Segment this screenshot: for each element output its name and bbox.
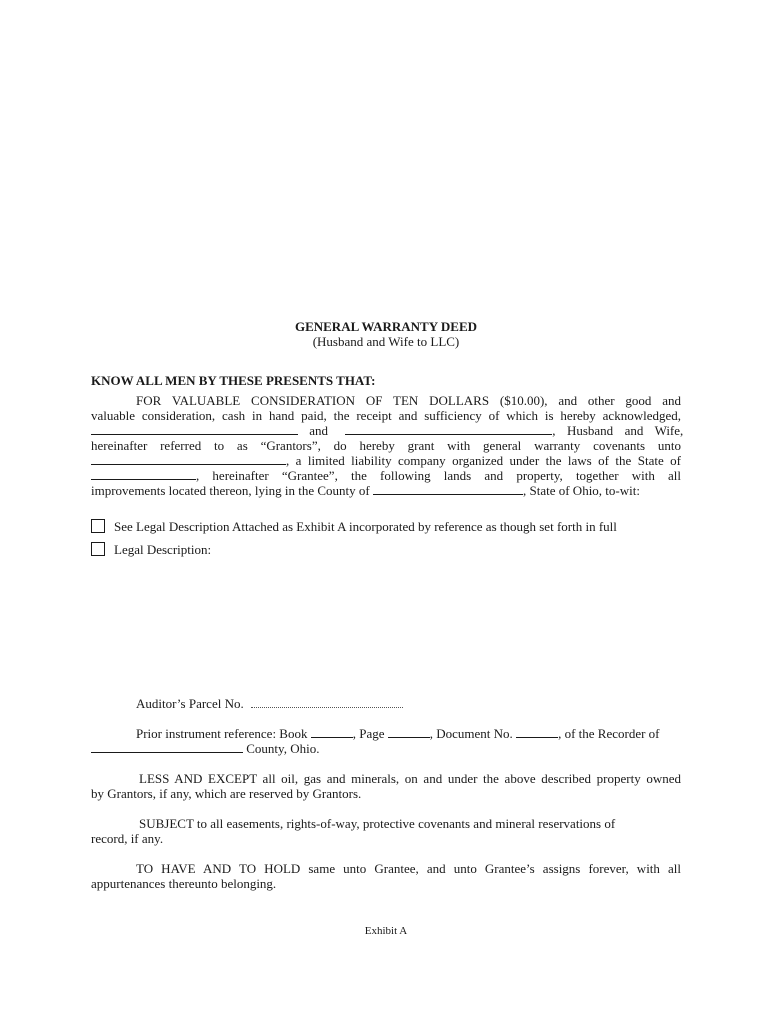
subject-line1: SUBJECT to all easements, rights-of-way, protective covenants and mineral reservations of xyxy=(139,816,616,831)
preamble-heading: KNOW ALL MEN BY THESE PRESENTS THAT: xyxy=(91,373,376,388)
county-label: improvements located thereon, lying in the County of xyxy=(91,483,370,498)
deed-subtitle: (Husband and Wife to LLC) xyxy=(312,334,460,349)
attached-checkbox[interactable] xyxy=(91,519,105,533)
and-text: and xyxy=(309,423,329,438)
para1-line3 xyxy=(91,423,684,438)
county-blank[interactable] xyxy=(373,483,523,495)
legal-description-label: Legal Description: xyxy=(114,542,212,557)
parcel-label: Auditor’s Parcel No. xyxy=(136,696,244,711)
book-blank[interactable] xyxy=(311,726,353,738)
option-legal[interactable] xyxy=(91,542,681,557)
grantor2-blank[interactable] xyxy=(345,423,552,435)
option-attached[interactable] xyxy=(91,519,681,534)
parcel-number-blank[interactable] xyxy=(251,696,403,708)
habendum-line1: TO HAVE AND TO HOLD same unto Grantee, and unto Grantee’s assigns forever, with all xyxy=(136,861,681,876)
county-ohio-text: County, Ohio. xyxy=(246,741,320,756)
recorder-label: , of the Recorder of xyxy=(558,726,660,741)
grantor1-blank[interactable] xyxy=(91,423,298,435)
page-footer: Exhibit A xyxy=(364,925,408,937)
recorder-county-blank[interactable] xyxy=(91,741,243,753)
less-except-line2: by Grantors, if any, which are reserved by Grantors. xyxy=(91,786,362,801)
state-blank[interactable] xyxy=(91,468,196,480)
para1-line2: valuable consideration, cash in hand paid, the receipt and sufficiency of which is hereby acknowledged, xyxy=(91,408,681,423)
para1-line1: FOR VALUABLE CONSIDERATION OF TEN DOLLARS ($10.00), and other good and xyxy=(136,393,681,408)
llc-name-blank[interactable] xyxy=(91,453,286,465)
document-label: , Document No. xyxy=(429,726,513,741)
legal-description-checkbox[interactable] xyxy=(91,542,105,556)
parcel-line xyxy=(136,696,726,711)
document-blank[interactable] xyxy=(516,726,558,738)
book-label: Prior instrument reference: Book xyxy=(136,726,308,741)
page-label: , Page xyxy=(352,726,385,741)
habendum-line2: appurtenances thereunto belonging. xyxy=(91,876,277,891)
less-except-line1: LESS AND EXCEPT all oil, gas and minerals, on and under the above described property owned xyxy=(139,771,681,786)
para1-line6 xyxy=(91,468,681,483)
recorder-county-line xyxy=(91,741,681,756)
page-blank[interactable] xyxy=(388,726,430,738)
grantee-text: , hereinafter “Grantee”, the following lands and property, together with all xyxy=(196,468,681,483)
deed-title: GENERAL WARRANTY DEED xyxy=(294,319,478,334)
para1-line7 xyxy=(91,483,681,498)
prior-instrument-line xyxy=(136,726,681,741)
para1-line4: hereinafter referred to as “Grantors”, do hereby grant with general warranty covenants unto xyxy=(91,438,681,453)
husband-wife-text: , Husband and Wife, xyxy=(552,423,684,438)
state-ohio-text: , State of Ohio, to-wit: xyxy=(522,483,640,498)
para1-line5 xyxy=(91,453,681,468)
llc-text: , a limited liability company organized under the laws of the State of xyxy=(286,453,681,468)
attached-label: See Legal Description Attached as Exhibit A incorporated by reference as though set forth in full xyxy=(114,519,617,534)
subject-line2: record, if any. xyxy=(91,831,164,846)
